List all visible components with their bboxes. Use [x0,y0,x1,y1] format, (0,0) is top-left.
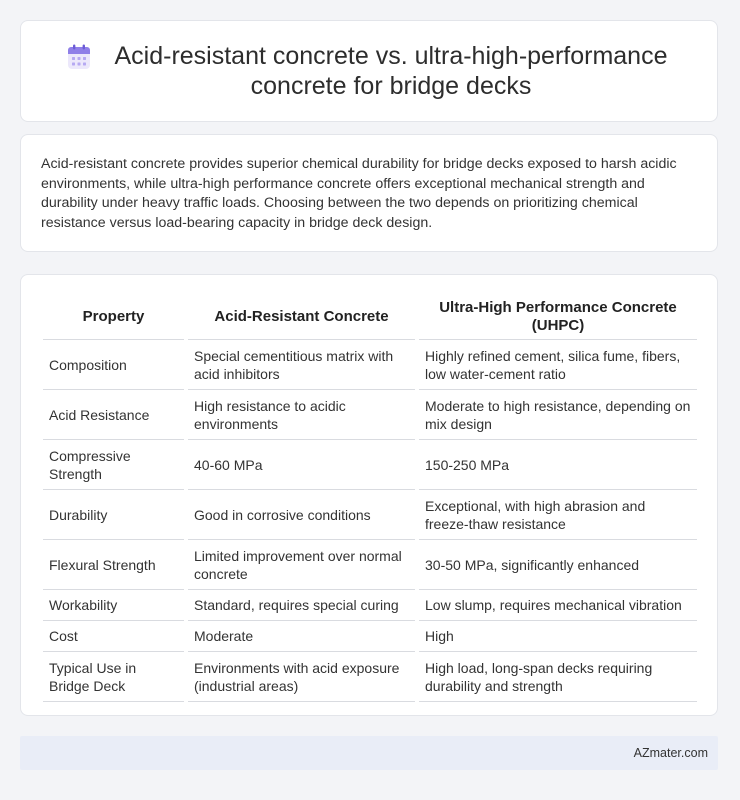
calendar-icon [67,44,91,70]
table-header-row [43,293,697,340]
row-property: Flexural Strength [43,540,186,590]
footer-bar [20,736,718,770]
row-uhpc: 150-250 MPa [417,440,697,490]
header-acid-resistant: Acid-Resistant Concrete [186,293,417,340]
row-property: Workability [43,590,186,621]
row-uhpc: 30-50 MPa, significantly enhanced [417,540,697,590]
table-row [43,440,697,490]
intro-paragraph: Acid-resistant concrete provides superior chemical durability for bridge decks exposed to harsh acidic environments, while ultra-high performance concrete offers exceptional mechanical strength and durability under heavy traffic loads. Choosing between the two depends on prioritizing chemical resistance versus load-bearing capacity in bridge deck design. [41,156,677,231]
row-acid-resistant: Good in corrosive conditions [186,490,417,540]
row-uhpc: High load, long-span decks requiring durability and strength [417,652,697,702]
table-row [43,490,697,540]
row-uhpc: Exceptional, with high abrasion and freeze-thaw resistance [417,490,697,540]
header-uhpc: Ultra-High Performance Concrete (UHPC) [417,293,697,340]
row-acid-resistant: High resistance to acidic environments [186,390,417,440]
row-acid-resistant: Environments with acid exposure (industrial areas) [186,652,417,702]
row-property: Composition [43,340,186,390]
footer-site-link[interactable]: AZmater.com [633,746,708,760]
table-row [43,621,697,652]
row-property: Cost [43,621,186,652]
row-acid-resistant: Standard, requires special curing [186,590,417,621]
row-property: Acid Resistance [43,390,186,440]
comparison-card [20,274,718,716]
comparison-table [43,293,697,702]
table-row [43,590,697,621]
intro-card [20,134,718,252]
row-property: Durability [43,490,186,540]
header-property: Property [43,293,186,340]
row-acid-resistant: Limited improvement over normal concrete [186,540,417,590]
table-row [43,652,697,702]
row-uhpc: High [417,621,697,652]
row-uhpc: Highly refined cement, silica fume, fibers, low water-cement ratio [417,340,697,390]
row-property: Typical Use in Bridge Deck [43,652,186,702]
row-uhpc: Low slump, requires mechanical vibration [417,590,697,621]
table-row [43,390,697,440]
page-title: Acid-resistant concrete vs. ultra-high-performance concrete for bridge decks [114,42,668,100]
table-row [43,540,697,590]
row-acid-resistant: Special cementitious matrix with acid inhibitors [186,340,417,390]
table-row [43,340,697,390]
row-uhpc: Moderate to high resistance, depending on mix design [417,390,697,440]
row-acid-resistant: Moderate [186,621,417,652]
row-acid-resistant: 40-60 MPa [186,440,417,490]
row-property: Compressive Strength [43,440,186,490]
title-card [20,20,718,122]
